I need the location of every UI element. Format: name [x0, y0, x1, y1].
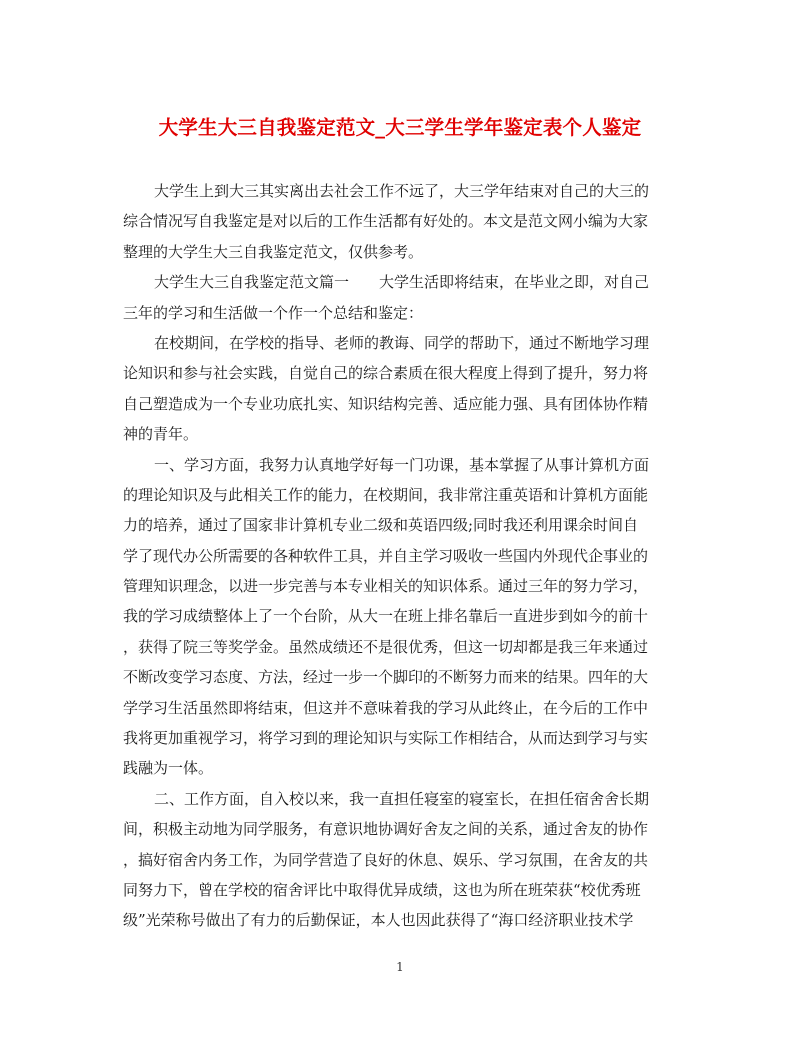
paragraph-line: 同努力下，曾在学校的宿舍评比中取得优异成绩，这也为所在班荣获“校优秀班	[123, 880, 641, 899]
page-number: 1	[396, 960, 404, 974]
paragraph-line: 大学生大三自我鉴定范文篇一 大学生活即将结束，在毕业之即，对自己	[154, 273, 650, 292]
paragraph-line: 一、学习方面，我努力认真地学好每一门功课，基本掌握了从事计算机方面	[154, 455, 650, 474]
paragraph-line: 整理的大学生大三自我鉴定范文，仅供参考。	[123, 242, 424, 261]
paragraph-line: 我将更加重视学习，将学习到的理论知识与实际工作相结合，从而达到学习与实	[123, 729, 649, 748]
paragraph-line: 我的学习成绩整体上了一个台阶，从大一在班上排名靠后一直进步到如今的前十	[123, 607, 649, 626]
document-body	[123, 176, 679, 936]
paragraph-line: 三年的学习和生活做一个作一个总结和鉴定：	[123, 303, 424, 322]
paragraph-line: 在校期间，在学校的指导、老师的教诲、同学的帮助下，通过不断地学习理	[154, 333, 650, 352]
paragraph-line: 的理论知识及与此相关工作的能力，在校期间，我非常注重英语和计算机方面能	[123, 485, 649, 504]
paragraph-line: 学了现代办公所需要的各种软件工具，并自主学习吸收一些国内外现代企事业的	[123, 546, 649, 565]
paragraph-line: 学学习生活虽然即将结束，但这并不意味着我的学习从此终止，在今后的工作中	[123, 698, 649, 717]
paragraph-line: 自己塑造成为一个专业功底扎实、知识结构完善、适应能力强、具有团体协作精	[123, 394, 649, 413]
paragraph-line: ，获得了院三等奖学金。虽然成绩还不是很优秀，但这一切却都是我三年来通过	[123, 637, 649, 656]
paragraph-line: 践融为一体。	[123, 759, 214, 778]
paragraph-line: 不断改变学习态度、方法，经过一步一个脚印的不断努力而来的结果。四年的大	[123, 668, 649, 687]
paragraph-line: 间，积极主动地为同学服务，有意识地协调好舍友之间的关系，通过舍友的协作	[123, 820, 649, 839]
document-title: 大学生大三自我鉴定范文_大三学生学年鉴定表个人鉴定	[158, 116, 642, 139]
paragraph-line: 论知识和参与社会实践，自觉自己的综合素质在很大程度上得到了提升，努力将	[123, 364, 649, 383]
paragraph-line: 神的青年。	[123, 425, 199, 444]
paragraph-line: 二、工作方面，自入校以来，我一直担任寝室的寝室长，在担任宿舍舍长期	[154, 789, 650, 808]
paragraph-line: ，搞好宿舍内务工作，为同学营造了良好的休息、娱乐、学习氛围，在舍友的共	[123, 850, 649, 869]
paragraph-line: 级”光荣称号做出了有力的后勤保证，本人也因此获得了“海口经济职业技术学	[123, 911, 634, 930]
paragraph-line: 大学生上到大三其实离出去社会工作不远了，大三学年结束对自己的大三的	[154, 182, 650, 200]
paragraph-line: 综合情况写自我鉴定是对以后的工作生活都有好处的。本文是范文网小编为大家	[123, 212, 649, 231]
paragraph-line: 管理知识理念，以进一步完善与本专业相关的知识体系。通过三年的努力学习，	[123, 577, 649, 596]
paragraph-line: 力的培养，通过了国家非计算机专业二级和英语四级;同时我还利用课余时间自	[123, 516, 639, 535]
